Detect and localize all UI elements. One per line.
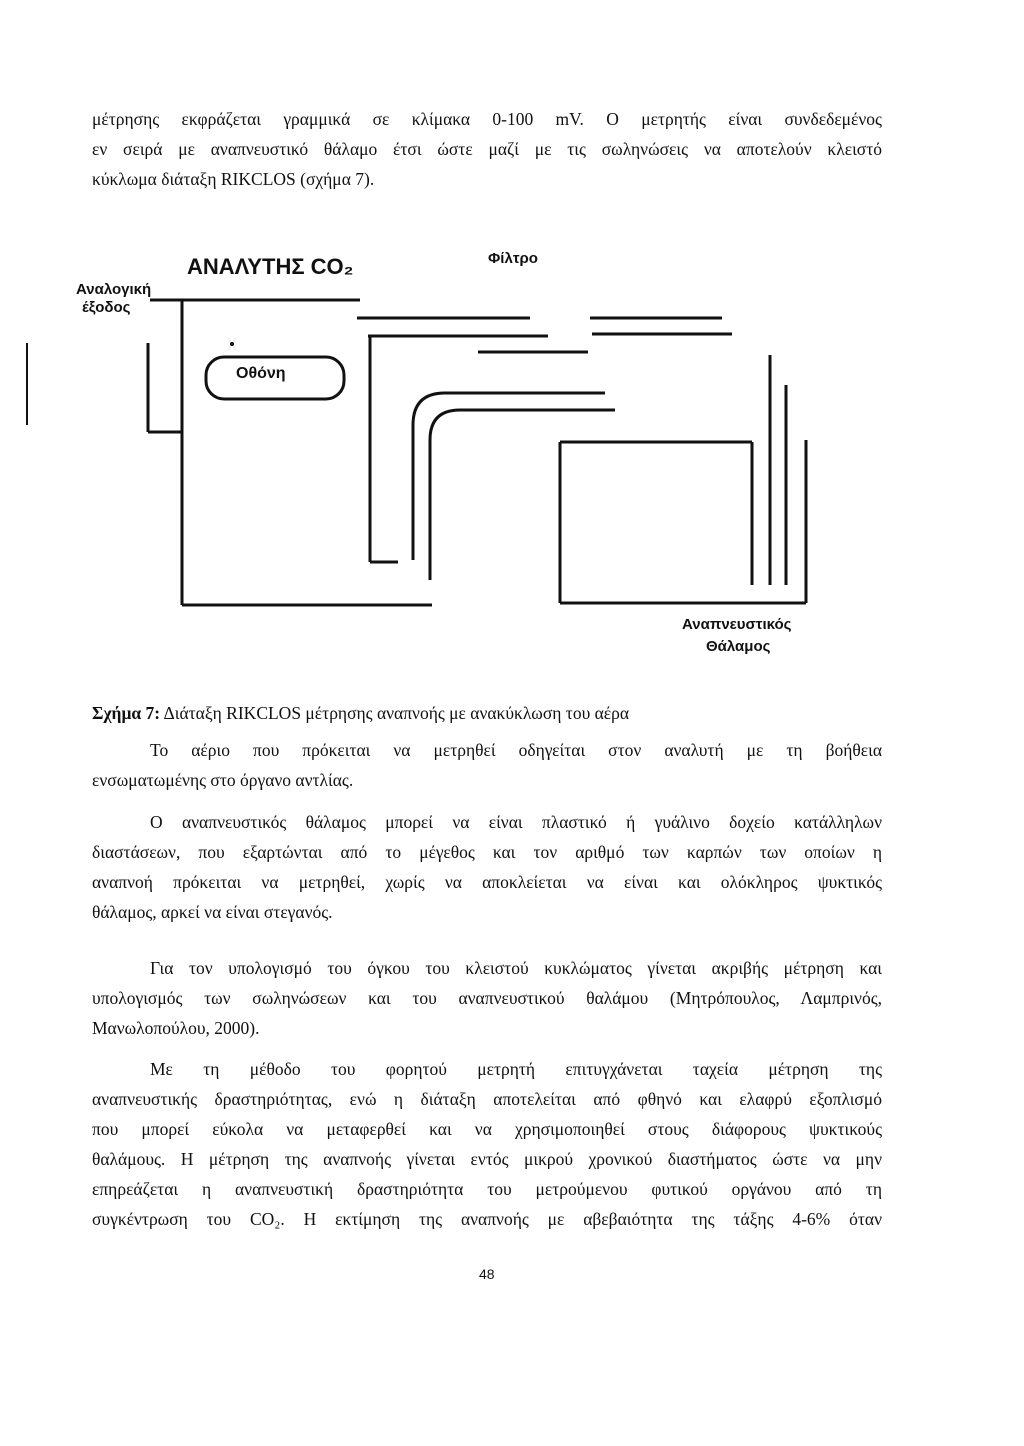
text-line: συγκέντρωση του CO₂. Η εκτίμηση της αναπνοής με αβεβαιότητα της τάξης 4-6% όταν: [92, 1209, 882, 1229]
text-line: κύκλωμα διάταξη RIKCLOS (σχήμα 7).: [92, 169, 375, 189]
screen-marker: [230, 342, 234, 346]
text-line: αναπνοή πρόκειται να μετρηθεί, χωρίς να αποκλείεται να είναι και ολόκληρος ψυκτικός: [92, 872, 882, 892]
analog-output-label: Αναλογική: [76, 281, 152, 298]
analyzer-label: ΑΝΑΛΥΤΗΣ CO₂: [187, 254, 354, 279]
text-line: εν σειρά με αναπνευστικό θάλαμο έτσι ώστε μαζί με τις σωληνώσεις να αποτελούν κλειστό: [92, 139, 882, 159]
text-line: ενσωματωμένης στο όργανο αντλίας.: [92, 770, 354, 790]
text-line: Μανωλοπούλου, 2000).: [92, 1018, 260, 1038]
filter-label: Φίλτρο: [488, 250, 538, 267]
text-line: θαλάμους. Η μέτρηση της αναπνοής γίνεται εντός μικρού χρονικού διαστήματος ώστε να μην: [92, 1149, 882, 1169]
text-line: διαστάσεων, που εξαρτώνται από το μέγεθος και τον αριθμό των καρπών των οποίων η: [92, 842, 882, 862]
analog-output-label: έξοδος: [82, 299, 131, 316]
figure-caption: [92, 703, 629, 724]
chamber-label: Θάλαμος: [706, 638, 771, 655]
paragraph-chamber: [92, 807, 882, 927]
text-line: μέτρησης εκφράζεται γραμμικά σε κλίμακα 0-100 mV. Ο μετρητής είναι συνδεδεμένος: [92, 109, 882, 129]
text-line: Ο αναπνευστικός θάλαμος μπορεί να είναι πλαστικό ή γυάλινο δοχείο κατάλληλων: [150, 812, 882, 832]
text-line: Με τη μέθοδο του φορητού μετρητή επιτυγχάνεται ταχεία μέτρηση της: [150, 1059, 882, 1079]
rikclos-diagram: [0, 0, 1024, 700]
caption-prefix: Σχήμα 7:: [92, 703, 161, 723]
text-line: που μπορεί εύκολα να μεταφερθεί και να χρησιμοποιηθεί στους διάφορους ψυκτικούς: [92, 1119, 882, 1139]
text-line: υπολογισμός των σωληνώσεων και του αναπνευστικού θαλάμου (Μητρόπουλος, Λαμπρινός,: [92, 988, 882, 1008]
caption-text: Διάταξη RIKCLOS μέτρησης αναπνοής με ανακύκλωση του αέρα: [160, 703, 630, 723]
text-line: Για τον υπολογισμό του όγκου του κλειστού κυκλώματος γίνεται ακριβής μέτρηση και: [150, 958, 882, 978]
paragraph-method: [92, 1054, 882, 1234]
chamber-label: Αναπνευστικός: [682, 616, 792, 633]
paragraph-pump: [92, 735, 882, 795]
tube-curve: [430, 410, 615, 580]
text-line: Το αέριο που πρόκειται να μετρηθεί οδηγείται στον αναλυτή με τη βοήθεια: [150, 740, 882, 760]
paragraph-volume: [92, 953, 882, 1043]
text-line: αναπνευστικής δραστηριότητας, ενώ η διάταξη αποτελείται από φθηνό και ελαφρύ εξοπλισμό: [92, 1089, 882, 1109]
page-number: 48: [479, 1266, 495, 1282]
tube-curve: [413, 393, 605, 560]
text-line: επηρεάζεται η αναπνευστική δραστηριότητα του μετρούμενου φυτικού οργάνου από τη: [92, 1179, 882, 1199]
text-line: θάλαμος, αρκεί να είναι στεγανός.: [92, 902, 333, 922]
screen-label: Οθόνη: [236, 365, 286, 382]
